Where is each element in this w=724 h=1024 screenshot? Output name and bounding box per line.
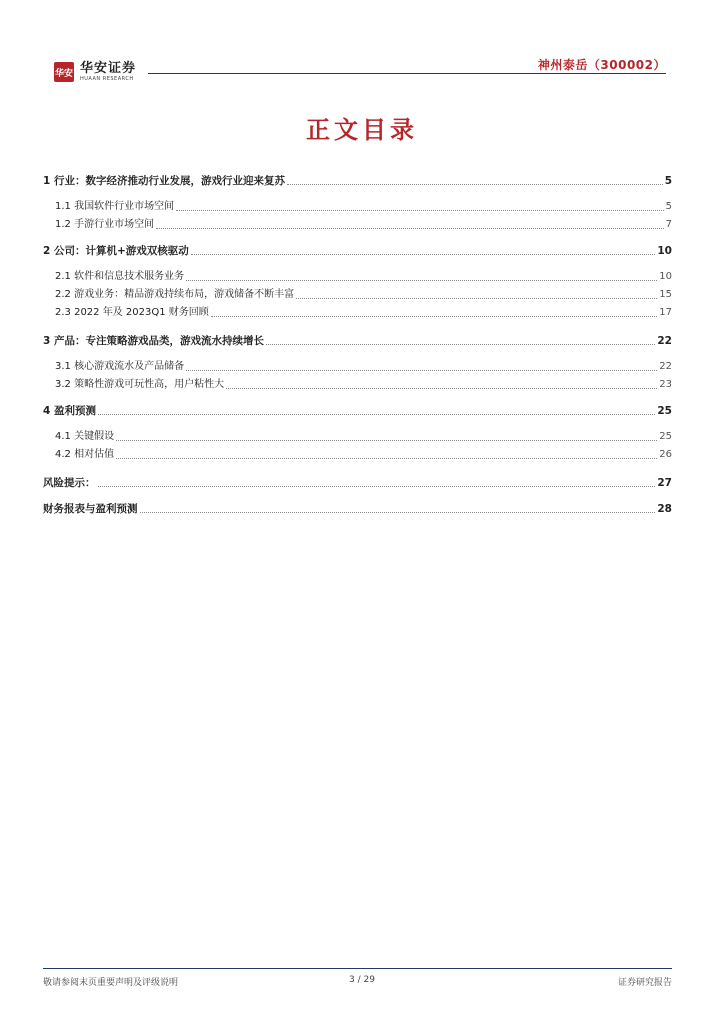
toc-dot-leader [191, 254, 656, 255]
toc-entry-page: 5 [665, 201, 672, 212]
toc-dot-leader [296, 298, 657, 299]
toc-dot-leader [266, 344, 655, 345]
toc-entry-page: 7 [665, 219, 672, 230]
toc-dot-leader [156, 228, 664, 229]
toc-entry-label: 2.1 软件和信息技术服务业务 [55, 271, 185, 282]
toc-entry-page: 25 [659, 431, 672, 442]
toc-entry[interactable] [43, 474, 672, 490]
toc-dot-leader [116, 440, 657, 441]
toc-entry-label: 1.2 手游行业市场空间 [55, 219, 155, 230]
toc-entry-label: 2 公司：计算机+游戏双核驱动 [43, 245, 189, 257]
toc-entry-label: 3.1 核心游戏流水及产品储备 [55, 361, 185, 372]
toc-entry[interactable] [43, 446, 672, 462]
company-logo [54, 61, 136, 83]
toc-entry-page: 25 [657, 405, 672, 417]
toc-dot-leader [226, 388, 657, 389]
toc-entry[interactable] [43, 198, 672, 214]
toc-entry-page: 10 [659, 271, 672, 282]
toc-entry-label: 4 盈利预测 [43, 405, 96, 417]
toc-entry-label: 2.3 2022 年及 2023Q1 财务回顾 [55, 307, 209, 318]
report-title: 神州泰岳（300002） [537, 58, 666, 72]
toc-entry-page: 26 [659, 449, 672, 460]
toc-entry-page: 15 [659, 289, 672, 300]
toc-entry-page: 10 [657, 245, 672, 257]
toc-entry-page: 23 [659, 379, 672, 390]
toc-entry-label: 3.2 策略性游戏可玩性高，用户粘性大 [55, 379, 225, 390]
toc-entry-page: 22 [659, 361, 672, 372]
toc-entry[interactable] [43, 172, 672, 188]
toc-entry[interactable] [43, 268, 672, 284]
page-title: 正文目录 [306, 115, 418, 144]
toc-dot-leader [186, 280, 657, 281]
page-header [0, 0, 724, 90]
toc-dot-leader [211, 316, 658, 317]
page-number: 3 / 29 [349, 975, 375, 985]
toc-entry-label: 3 产品：专注策略游戏品类，游戏流水持续增长 [43, 335, 264, 347]
footer-report-type: 证券研究报告 [617, 978, 672, 988]
toc-entry-label: 4.2 相对估值 [55, 449, 115, 460]
toc-entry[interactable] [43, 286, 672, 302]
toc-dot-leader [98, 414, 655, 415]
logo-seal-icon: 华安 [54, 62, 74, 82]
footer-disclaimer: 敬请参阅末页重要声明及评级说明 [43, 978, 179, 988]
toc-entry-page: 28 [657, 503, 672, 515]
toc-entry-page: 17 [659, 307, 672, 318]
toc-entry-page: 22 [657, 335, 672, 347]
footer-divider [43, 968, 672, 969]
toc-entry[interactable] [43, 428, 672, 444]
toc-entry-label: 2.2 游戏业务：精品游戏持续布局，游戏储备不断丰富 [55, 289, 295, 300]
toc-entry-label: 1.1 我国软件行业市场空间 [55, 201, 175, 212]
toc-dot-leader [140, 512, 656, 513]
toc-entry[interactable] [43, 358, 672, 374]
toc-entry[interactable] [43, 304, 672, 320]
toc-entry-label: 财务报表与盈利预测 [43, 503, 138, 515]
toc-dot-leader [186, 370, 657, 371]
logo-subtitle: HUAAN RESEARCH [80, 75, 134, 82]
toc-entry-page: 5 [664, 175, 672, 187]
header-divider [148, 73, 666, 74]
logo-name: 华安证券 [80, 60, 137, 76]
toc-entry[interactable] [43, 216, 672, 232]
toc-entry-label: 4.1 关键假设 [55, 431, 115, 442]
toc-dot-leader [176, 210, 664, 211]
toc-entry[interactable] [43, 500, 672, 516]
toc-dot-leader [116, 458, 657, 459]
toc-dot-leader [98, 486, 656, 487]
toc-entry-label: 1 行业：数字经济推动行业发展，游戏行业迎来复苏 [43, 175, 285, 187]
toc-entry[interactable] [43, 402, 672, 418]
toc-entry[interactable] [43, 332, 672, 348]
toc-entry-label: 风险提示： [43, 477, 96, 489]
toc-dot-leader [287, 184, 663, 185]
toc-entry[interactable] [43, 376, 672, 392]
toc-entry-page: 27 [657, 477, 672, 489]
toc-entry[interactable] [43, 242, 672, 258]
